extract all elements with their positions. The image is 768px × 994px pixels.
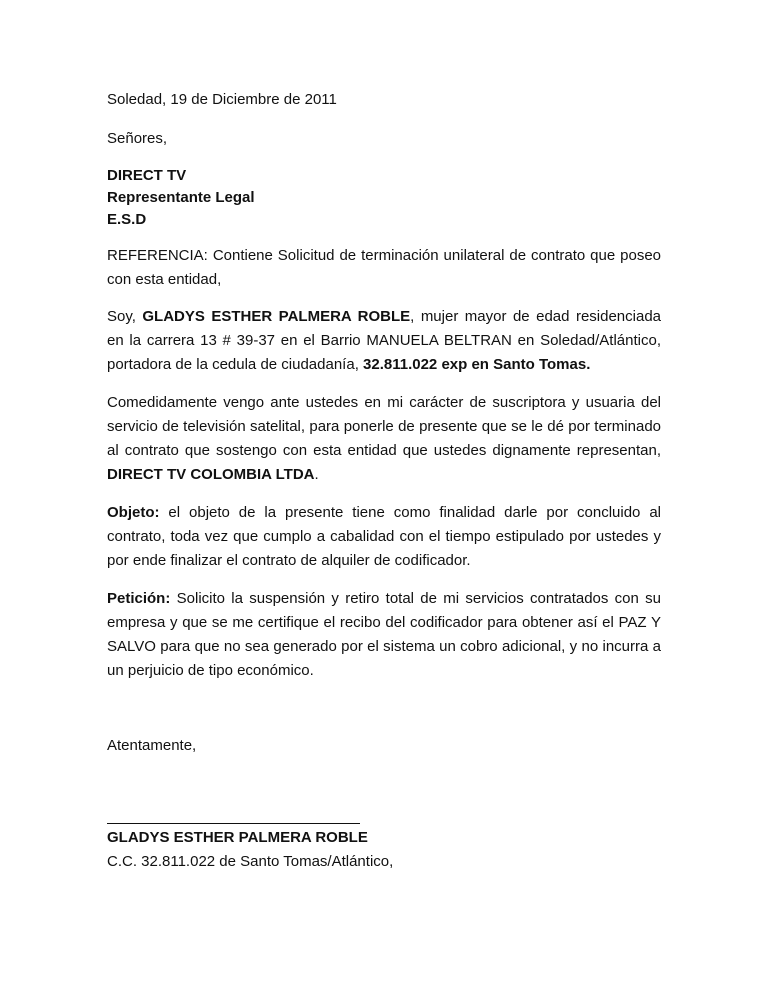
letter-page: [107, 88, 661, 874]
salutation: Señores,: [107, 130, 168, 147]
reference-paragraph: [107, 244, 661, 292]
signature-id-line: C.C. 32.811.022 de Santo Tomas/Atlántico,: [107, 853, 394, 870]
objeto-paragraph: [107, 501, 661, 573]
identification-paragraph: [107, 305, 661, 377]
recipient-esd: E.S.D: [107, 211, 147, 228]
signature-name: GLADYS ESTHER PALMERA ROBLE: [107, 829, 368, 846]
body-text: Comedidamente vengo ante ustedes en mi carácter de suscriptora y usuaria del servicio de televisión satelital, para ponerle de presente que se le dé por terminado al contrato que sostengo con esta entidad que ustedes dignamente representan,: [107, 394, 661, 459]
body-end: .: [314, 466, 319, 483]
identification-prefix: Soy,: [107, 308, 136, 325]
reference-label: REFERENCIA:: [107, 247, 208, 264]
recipient-company: DIRECT TV: [107, 167, 187, 184]
body-paragraph: [107, 391, 661, 487]
recipient-title: Representante Legal: [107, 189, 255, 206]
identification-text: , mujer mayor de edad residenciada en la carrera 13 # 39-37 en el Barrio MANUELA BELTRAN en Soledad/Atlántico, portadora de la cedula de ciudadanía,: [107, 308, 662, 373]
body-company-name: DIRECT TV COLOMBIA LTDA: [107, 466, 315, 483]
reference-text: Contiene Solicitud de terminación unilateral de contrato que poseo con esta entidad,: [107, 247, 661, 288]
objeto-text: el objeto de la presente tiene como finalidad darle por concluido al contrato, toda vez que cumplo a cabalidad con el tiempo estipulado por ustedes y por ende finalizar el contrato de alquiler de codificador.: [107, 504, 661, 569]
closing: Atentamente,: [107, 737, 197, 754]
peticion-paragraph: [107, 587, 661, 683]
peticion-text: Solicito la suspensión y retiro total de mi servicios contratados con su empresa y que se me certifique el recibo del codificador para obtener así el PAZ Y SALVO para que no sea generado por el sistema un cobro adicional, y no incurra a un perjuicio de tipo económico.: [107, 590, 661, 679]
recipient-block: [107, 165, 661, 231]
letter-date: Soledad, 19 de Diciembre de 2011: [107, 91, 337, 108]
peticion-label: Petición:: [107, 590, 171, 607]
objeto-label: Objeto:: [107, 504, 160, 521]
identification-id-number: 32.811.022 exp en Santo Tomas.: [363, 356, 591, 373]
identification-name: GLADYS ESTHER PALMERA ROBLE: [142, 308, 411, 325]
signature-line: [107, 806, 360, 824]
